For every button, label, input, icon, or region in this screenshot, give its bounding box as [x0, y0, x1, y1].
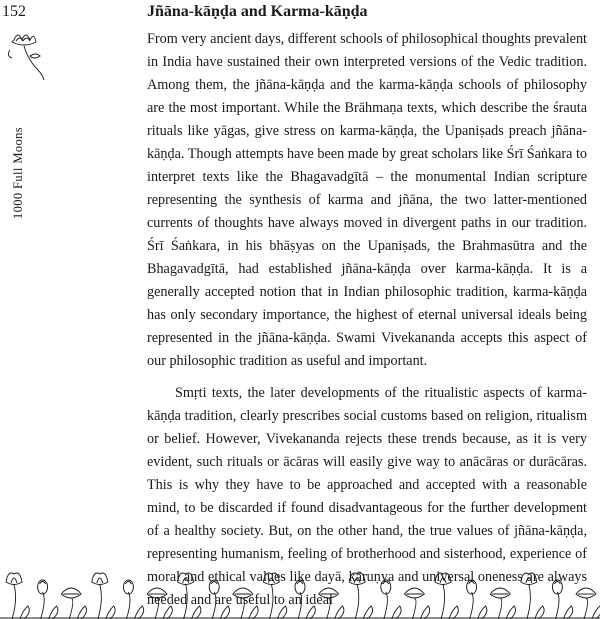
page-number: 152	[2, 3, 26, 20]
paragraph: From very ancient days, different schools of philosophical thoughts prevalent in India have sustained their own interpreted versions of the Vedic tradition. Among them, the jñāna-kāṇḍa and the karma-kāṇḍa schools of philosophy are the most important. While the Brāhmaṇa texts, which describe the śrauta rituals like yāgas, give stress on karma-kāṇḍa, the Upaniṣads preach jñāna-kāṇḍa. Though attempts have been made by great scholars like Śrī Śaṅkara to interpret texts like the Bhagavadgītā – the monumental Indian scripture representing the synthesis of karma and jñāna, the two latter-mentioned currents of thoughts have always moved in divergent paths in our tradition. Śrī Śaṅkara, in his bhāṣyas on the Upaniṣads, the Brahmasūtra and the Bhagavadgītā, had established jñāna-kāṇḍa over karma-kāṇḍa. It is a generally accepted notion that in Indian philosophic tradition, karma-kāṇḍa has only secondary importance, the highest of eternal universal ideals being represented in the jñāna-kāṇḍa. Swami Vivekananda accepts this aspect of our philosophic tradition as useful and important.	[147, 31, 587, 369]
running-title: 1000 Full Moons	[11, 126, 25, 220]
body-text	[147, 28, 587, 612]
paragraph: Smṛti texts, the later developments of the ritualistic aspects of karma-kāṇḍa tradition, clearly prescribes social customs based on religion, ritualism or belief. However, Vivekananda rejects these trends because, as it is very evident, such rituals or ācāras will easily give way to anācāras or durācāras. This is why they have to be approached and accepted with a reasonable mind, to be discarded if found disadvantageous for the further development of a healthy society. But, on the other hand, the true values of jñāna-kāṇḍa, representing humanism, feeling of brotherhood and sisterhood, experience of moral and ethical values like dayā, kāruṇya and universal oneness are always needed and are useful to an ideal	[147, 385, 587, 608]
section-heading: Jñāna-kāṇḍa and Karma-kāṇḍa	[147, 3, 368, 20]
lotus-border-icon	[0, 566, 600, 619]
